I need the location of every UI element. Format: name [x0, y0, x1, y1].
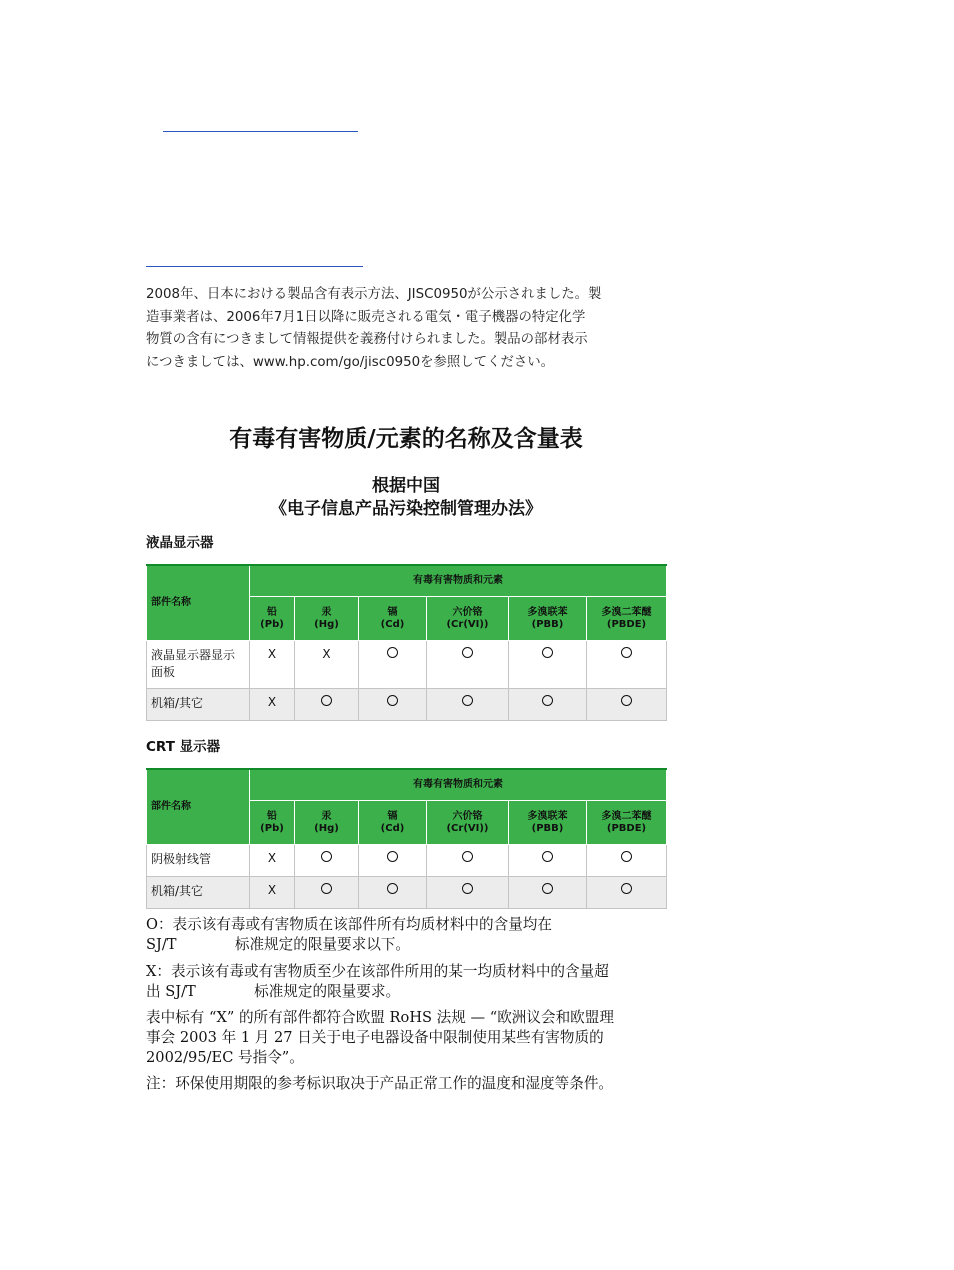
mark-o-circle: [542, 883, 553, 894]
column-header-pb: [250, 801, 295, 845]
part-name-header: 部件名称: [147, 769, 250, 845]
part-line: 机箱/其它: [151, 884, 204, 898]
note-environmental-period: [146, 1074, 676, 1094]
mark-cell: [427, 689, 509, 721]
part-line: 液晶显示器显示: [151, 648, 236, 662]
table-row: [147, 877, 667, 909]
mark-cell: [295, 877, 359, 909]
mark-cell: [587, 641, 667, 689]
mark-cell: [587, 689, 667, 721]
part-name-header: 部件名称: [147, 565, 250, 641]
mark-o-circle: [462, 883, 473, 894]
mark-o-circle: [462, 647, 473, 658]
col-name: 多溴联苯: [527, 810, 568, 822]
substance-group-header: 有毒有害物质和元素: [250, 769, 667, 801]
mark-cell: X: [295, 641, 359, 689]
mark-o-circle: [387, 695, 398, 706]
china-subtitle-1: 根据中国: [372, 476, 440, 496]
column-header-pbde: [587, 801, 667, 845]
mark-cell: X: [250, 689, 295, 721]
mark-o-circle: [542, 695, 553, 706]
mark-o-circle: [321, 695, 332, 706]
mark-cell: [509, 689, 587, 721]
mark-o-circle: [321, 883, 332, 894]
col-name: 汞: [321, 810, 332, 822]
col-symbol: (Pb): [260, 822, 284, 834]
mark-cell: [359, 641, 427, 689]
part-name-cell: [147, 641, 250, 689]
mark-cell: [427, 845, 509, 877]
mark-cell: [509, 845, 587, 877]
jp-line: 物質の含有につきまして情報提供を義務付けられました。製品の部材表示: [146, 332, 588, 347]
jp-line: につきましては、www.hp.com/go/jisc0950を参照してください。: [146, 354, 555, 370]
note-line: O：表示该有毒或有害物质在该部件所有均质材料中的含量均在: [146, 916, 552, 933]
mark-o-circle: [387, 883, 398, 894]
col-name: 多溴联苯: [527, 606, 568, 618]
link-rule-second: [146, 266, 363, 267]
china-subtitle-2: 《电子信息产品污染控制管理办法》: [270, 499, 542, 519]
col-name: 铅: [267, 606, 277, 618]
part-name-cell: [147, 689, 250, 721]
part-line: 阴极射线管: [151, 852, 212, 866]
col-symbol: (Pb): [260, 618, 284, 630]
column-header-cd: [359, 801, 427, 845]
column-header-hg: [295, 597, 359, 641]
col-symbol: (PBDE): [606, 618, 647, 630]
note-x-definition: [146, 962, 676, 1002]
lcd-section-label: 液晶显示器: [146, 535, 214, 551]
note-line: SJ/T 标准规定的限量要求以下。: [146, 936, 411, 953]
mark-cell: [587, 877, 667, 909]
mark-cell: [295, 689, 359, 721]
note-line: 2002/95/EC 号指令”。: [146, 1049, 304, 1066]
col-symbol: (Cr(VI)): [446, 822, 489, 834]
col-name: 铅: [267, 810, 277, 822]
note-o-definition: [146, 915, 676, 955]
jp-line: 造事業者は、2006年7月1日以降に販売される電気・電子機器の特定化学: [146, 309, 586, 325]
mark-o-circle: [387, 647, 398, 658]
column-header-pbde: [587, 597, 667, 641]
column-header-cd: [359, 597, 427, 641]
mark-o-circle: [621, 851, 632, 862]
mark-cell: [587, 845, 667, 877]
part-name-cell: [147, 877, 250, 909]
col-symbol: (Cd): [380, 618, 405, 630]
mark-o-circle: [321, 851, 332, 862]
china-table-title: 有毒有害物质/元素的名称及含量表: [229, 426, 583, 452]
col-name: 镉: [387, 606, 398, 618]
mark-cell: X: [250, 641, 295, 689]
col-name: 镉: [387, 810, 398, 822]
table-row: [147, 641, 667, 689]
mark-cell: X: [250, 845, 295, 877]
mark-cell: [359, 689, 427, 721]
column-header-pbb: [509, 597, 587, 641]
note-rohs-compliance: [146, 1008, 676, 1068]
mark-cell: [509, 877, 587, 909]
mark-cell: [295, 845, 359, 877]
jp-line: 2008年、日本における製品含有表示方法、JISC0950が公示されました。製: [146, 287, 602, 302]
lcd-substance-table: [146, 564, 667, 721]
column-header-crvi: [427, 597, 509, 641]
substance-group-header: 有毒有害物质和元素: [250, 565, 667, 597]
note-line: X：表示该有毒或有害物质至少在该部件所用的某一均质材料中的含量超: [146, 963, 609, 980]
mark-o-circle: [542, 647, 553, 658]
link-rule-top: [163, 131, 358, 132]
col-name: 多溴二苯醚: [601, 810, 652, 822]
crt-substance-table: [146, 768, 667, 909]
col-symbol: (Cd): [380, 822, 405, 834]
mark-cell: [359, 845, 427, 877]
mark-cell: [427, 641, 509, 689]
mark-cell: [509, 641, 587, 689]
note-line: 事会 2003 年 1 月 27 日关于电子电器设备中限制使用某些有害物质的: [146, 1029, 604, 1046]
crt-section-label: CRT 显示器: [146, 739, 221, 755]
mark-o-circle: [621, 647, 632, 658]
column-header-pbb: [509, 801, 587, 845]
col-symbol: (PBB): [531, 822, 564, 834]
part-line: 机箱/其它: [151, 696, 204, 710]
part-line: 面板: [151, 665, 176, 679]
col-symbol: (Hg): [314, 822, 339, 834]
col-name: 六价铬: [452, 810, 483, 822]
col-symbol: (Cr(VI)): [446, 618, 489, 630]
mark-cell: [359, 877, 427, 909]
column-header-crvi: [427, 801, 509, 845]
mark-cell: X: [250, 877, 295, 909]
japan-jisc0950-paragraph: [146, 284, 616, 374]
note-line: 表中标有 “X” 的所有部件都符合欧盟 RoHS 法规 — “欧洲议会和欧盟理: [146, 1009, 614, 1026]
column-header-hg: [295, 801, 359, 845]
mark-o-circle: [542, 851, 553, 862]
mark-o-circle: [621, 883, 632, 894]
note-line: 出 SJ/T 标准规定的限量要求。: [146, 983, 401, 1000]
mark-o-circle: [621, 695, 632, 706]
column-header-pb: [250, 597, 295, 641]
note-line: 注：环保使用期限的参考标识取决于产品正常工作的温度和湿度等条件。: [146, 1075, 614, 1092]
table-row: [147, 845, 667, 877]
col-symbol: (Hg): [314, 618, 339, 630]
mark-o-circle: [462, 851, 473, 862]
col-symbol: (PBDE): [606, 822, 647, 834]
col-name: 汞: [321, 606, 332, 618]
mark-cell: [427, 877, 509, 909]
part-name-cell: [147, 845, 250, 877]
col-name: 六价铬: [452, 606, 483, 618]
mark-o-circle: [387, 851, 398, 862]
table-row: [147, 689, 667, 721]
col-name: 多溴二苯醚: [601, 606, 652, 618]
mark-o-circle: [462, 695, 473, 706]
col-symbol: (PBB): [531, 618, 564, 630]
